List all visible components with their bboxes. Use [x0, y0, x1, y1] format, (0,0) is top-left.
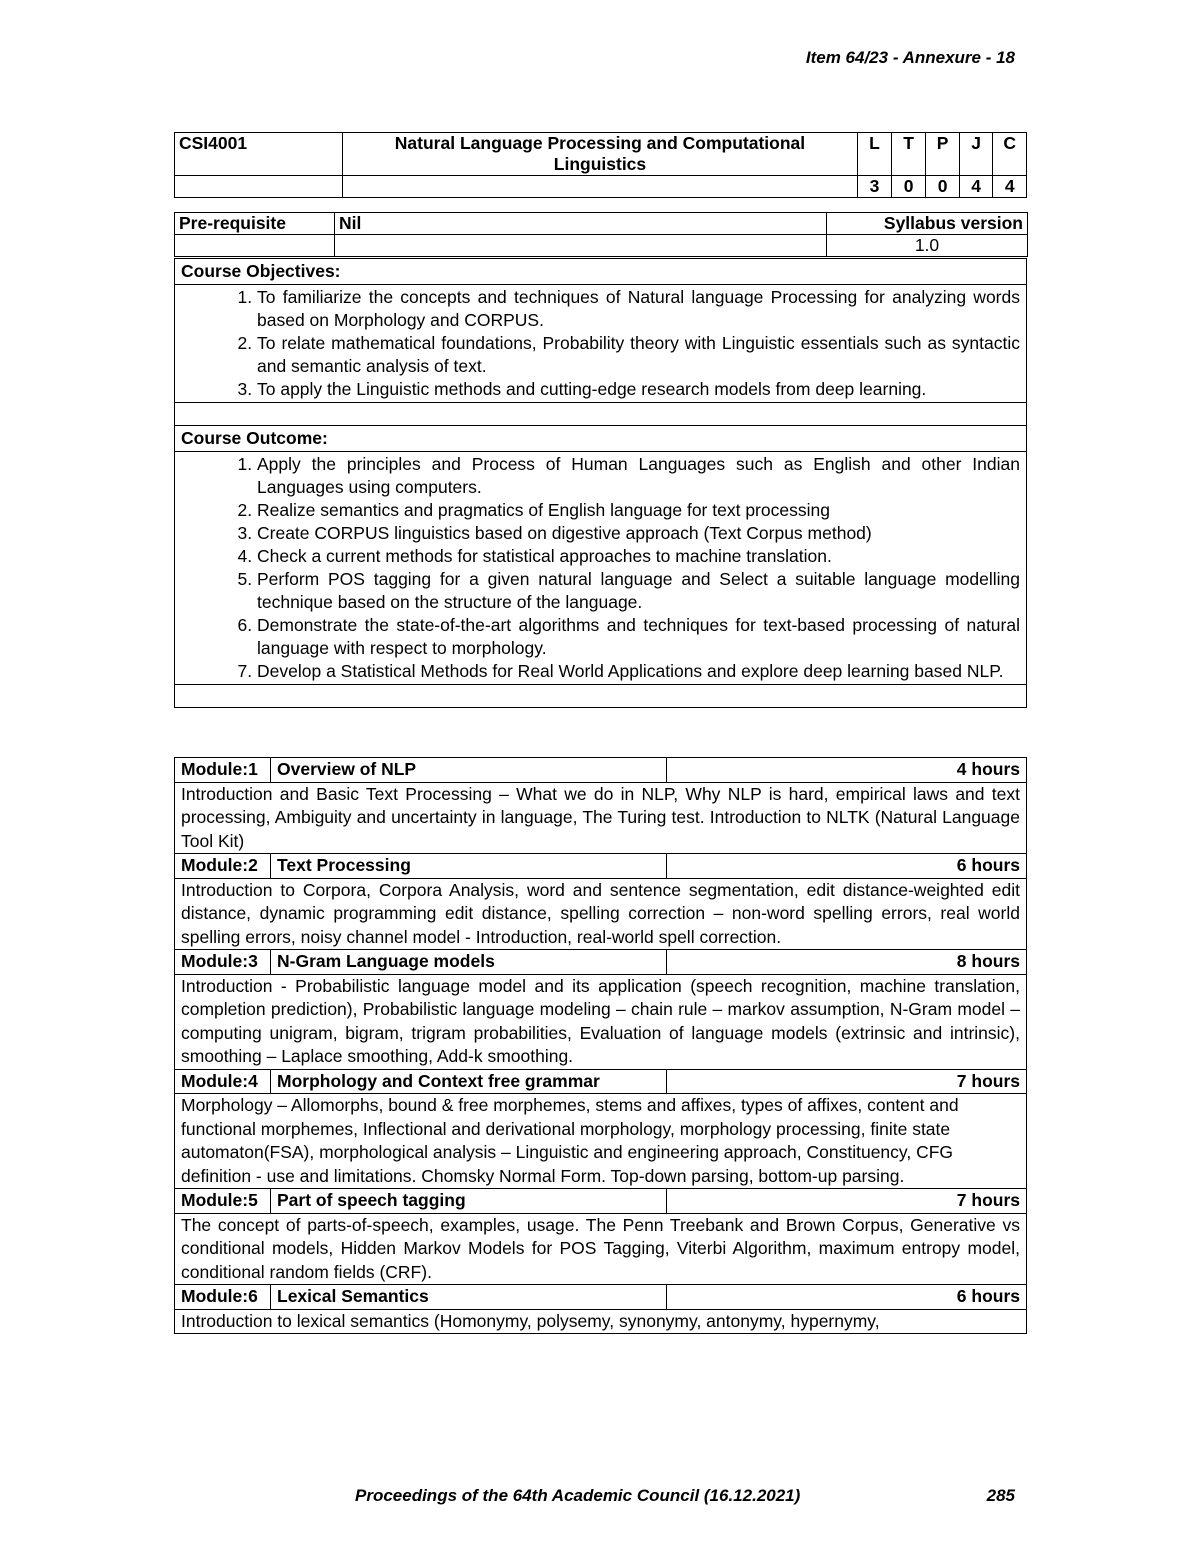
- outcome-item: 1. Apply the principles and Process of Human Languages such as English and other Indian Languages using computers.: [257, 453, 1020, 499]
- course-title: Natural Language Processing and Computational Linguistics: [342, 133, 858, 176]
- page-number: 285: [986, 1486, 1015, 1505]
- module-hours: 7 hours: [667, 1189, 1027, 1214]
- module-number: Module:6: [175, 1285, 271, 1310]
- objectives-heading: Course Objectives:: [175, 259, 1027, 285]
- module-title: Morphology and Context free grammar: [271, 1069, 667, 1094]
- outcome-item: 3. Create CORPUS linguistics based on digestive approach (Text Corpus method): [257, 522, 1020, 545]
- objective-item: 1. To familiarize the concepts and techniques of Natural language Processing for analyzing words based on Morphology and CORPUS.: [257, 286, 1020, 332]
- module-header-row: [175, 1189, 1027, 1214]
- course-code: CSI4001: [175, 133, 343, 176]
- outcome-item: 7. Develop a Statistical Methods for Real World Applications and explore deep learning based NLP.: [257, 660, 1020, 683]
- ltpjc-value-t: 0: [891, 176, 926, 198]
- empty-row: [175, 403, 1027, 426]
- objectives-outcomes-table: [174, 258, 1027, 708]
- module-header-row: [175, 1069, 1027, 1094]
- module-description: Introduction to lexical semantics (Homonymy, polysemy, synonymy, antonymy, hypernymy,: [175, 1309, 1027, 1334]
- module-hours: 4 hours: [667, 758, 1027, 783]
- module-header-row: [175, 1285, 1027, 1310]
- outcomes-heading: Course Outcome:: [175, 426, 1027, 452]
- ltpjc-value-l: 3: [858, 176, 892, 198]
- modules-table: [174, 757, 1027, 1334]
- prereq-label: Pre-requisite: [175, 213, 335, 235]
- module-title: Text Processing: [271, 854, 667, 879]
- module-number: Module:5: [175, 1189, 271, 1214]
- module-number: Module:2: [175, 854, 271, 879]
- empty-row: [175, 685, 1027, 708]
- ltpjc-label-l: L: [858, 133, 892, 176]
- ltpjc-value-p: 0: [926, 176, 960, 198]
- ltpjc-label-j: J: [959, 133, 993, 176]
- outcome-item: 5. Perform POS tagging for a given natural language and Select a suitable language modelling technique based on the structure of the language.: [257, 568, 1020, 614]
- prereq-value: Nil: [335, 213, 827, 235]
- module-description: The concept of parts-of-speech, examples, usage. The Penn Treebank and Brown Corpus, Generative vs conditional models, Hidden Markov Models for POS Tagging, Viterbi Algorithm, maximum entropy model, conditional random fields (CRF).: [175, 1213, 1027, 1285]
- course-header-table: [174, 132, 1027, 198]
- objectives-list: [181, 286, 1020, 401]
- ltpjc-label-t: T: [891, 133, 926, 176]
- module-title: N-Gram Language models: [271, 950, 667, 975]
- empty-cell: [335, 235, 827, 257]
- module-header-row: [175, 854, 1027, 879]
- module-hours: 6 hours: [667, 1285, 1027, 1310]
- module-header-row: [175, 758, 1027, 783]
- outcome-item: 6. Demonstrate the state-of-the-art algorithms and techniques for text-based processing of natural language with respect to morphology.: [257, 614, 1020, 660]
- proceedings-caption: Proceedings of the 64th Academic Council (16.12.2021): [355, 1486, 801, 1505]
- syllabus-version-label: Syllabus version: [827, 213, 1028, 235]
- empty-cell: [175, 235, 335, 257]
- prerequisite-table: [174, 212, 1028, 257]
- module-description: Introduction - Probabilistic language model and its application (speech recognition, machine translation, completion prediction), Probabilistic language modeling – chain rule – markov assumption, N-Gram model – computing unigram, bigram, trigram probabilities, Evaluation of language models (extrinsic and intrinsic), smoothing – Laplace smoothing, Add-k smoothing.: [175, 974, 1027, 1069]
- module-description: Morphology – Allomorphs, bound & free morphemes, stems and affixes, types of affixes, content and functional morphemes, Inflectional and derivational morphology, morphology processing, finite state automaton(FSA), morphological analysis – Linguistic and engineering approach, Constituency, CFG definition - use and limitations. Chomsky Normal Form. Top-down parsing, bottom-up parsing.: [175, 1094, 1027, 1189]
- ltpjc-label-p: P: [926, 133, 960, 176]
- module-number: Module:1: [175, 758, 271, 783]
- module-hours: 8 hours: [667, 950, 1027, 975]
- module-description: Introduction and Basic Text Processing – What we do in NLP, Why NLP is hard, empirical laws and text processing, Ambiguity and uncertainty in language, The Turing test. Introduction to NLTK (Natural Language Tool Kit): [175, 782, 1027, 854]
- empty-cell: [175, 176, 343, 198]
- outcomes-list: [181, 453, 1020, 683]
- empty-cell: [342, 176, 858, 198]
- page-footer: [355, 1486, 1015, 1506]
- ltpjc-value-c: 4: [993, 176, 1027, 198]
- module-number: Module:3: [175, 950, 271, 975]
- objective-item: 2. To relate mathematical foundations, Probability theory with Linguistic essentials such as syntactic and semantic analysis of text.: [257, 332, 1020, 378]
- outcome-item: 2. Realize semantics and pragmatics of English language for text processing: [257, 499, 1020, 522]
- module-number: Module:4: [175, 1069, 271, 1094]
- module-hours: 7 hours: [667, 1069, 1027, 1094]
- module-title: Part of speech tagging: [271, 1189, 667, 1214]
- module-title: Lexical Semantics: [271, 1285, 667, 1310]
- ltpjc-value-j: 4: [959, 176, 993, 198]
- module-description: Introduction to Corpora, Corpora Analysis, word and sentence segmentation, edit distance-weighted edit distance, dynamic programming edit distance, spelling correction – non-word spelling errors, real world spelling errors, noisy channel model - Introduction, real-world spell correction.: [175, 878, 1027, 950]
- ltpjc-label-c: C: [993, 133, 1027, 176]
- module-header-row: [175, 950, 1027, 975]
- annexure-reference: Item 64/23 - Annexure - 18: [805, 48, 1015, 67]
- syllabus-version-value: 1.0: [827, 235, 1028, 257]
- module-title: Overview of NLP: [271, 758, 667, 783]
- objective-item: 3. To apply the Linguistic methods and cutting-edge research models from deep learning.: [257, 378, 1020, 401]
- outcome-item: 4. Check a current methods for statistical approaches to machine translation.: [257, 545, 1020, 568]
- module-hours: 6 hours: [667, 854, 1027, 879]
